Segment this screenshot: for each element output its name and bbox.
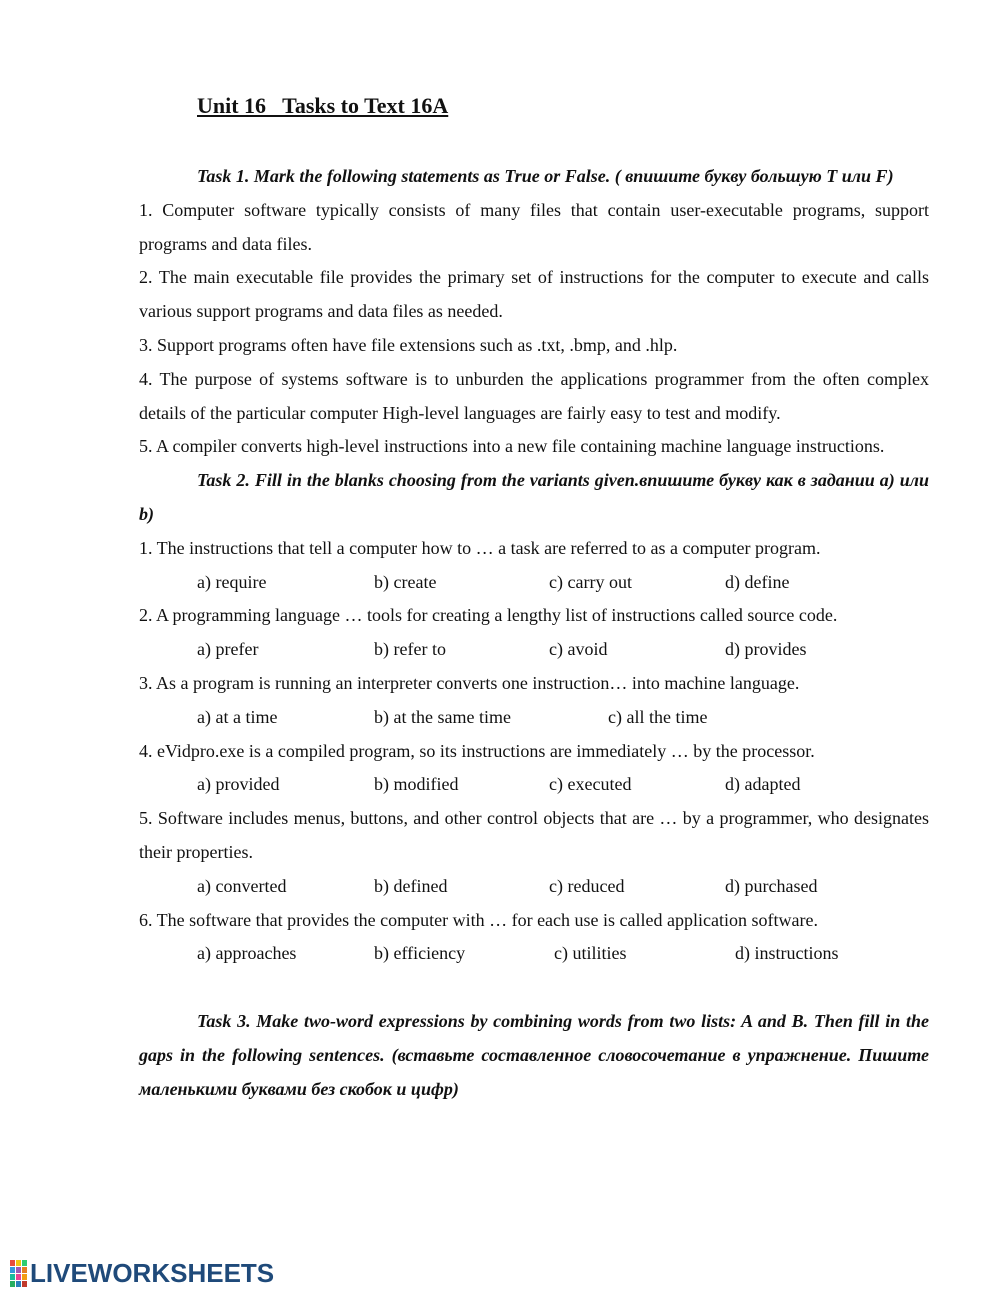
option-c: c) utilities <box>554 943 627 964</box>
liveworksheets-logo <box>10 1258 274 1288</box>
task1-statement: 2. The main executable file provides the primary set of instructions for the computer to execute and calls various support programs and data files as needed. <box>139 267 929 322</box>
task1-heading: Task 1. Mark the following statements as True or False. ( впишите букву большую Т или F) <box>197 166 894 186</box>
section-spacer <box>139 971 929 1005</box>
option-d: d) define <box>725 571 790 592</box>
task2-question: 3. As a program is running an interpreter converts one instruction… into machine language. <box>139 672 800 693</box>
option-a: a) require <box>197 571 267 592</box>
task2-options <box>139 701 929 735</box>
task2-heading: Task 2. Fill in the blanks choosing from the variants given.впишите букву как в задании а) или b) <box>139 470 929 524</box>
option-b: b) at the same time <box>374 706 511 727</box>
option-a: a) converted <box>197 875 287 896</box>
option-b: b) efficiency <box>374 943 466 964</box>
option-c: c) carry out <box>549 571 632 592</box>
task2-options <box>139 768 929 802</box>
logo-mark-cell <box>22 1274 27 1280</box>
task2-question: 2. A programming language … tools for creating a lengthy list of instructions called source code. <box>139 605 838 626</box>
option-b: b) defined <box>374 875 448 896</box>
option-c: c) all the time <box>608 706 708 727</box>
task2-question: 5. Software includes menus, buttons, and other control objects that are … by a programmer, who designates their properties. <box>139 808 929 862</box>
logo-mark-cell <box>22 1281 27 1287</box>
option-d: d) purchased <box>725 875 818 896</box>
task2-options <box>139 937 929 971</box>
logo-mark-cell <box>16 1281 21 1287</box>
option-a: a) approaches <box>197 943 297 964</box>
page-title: Unit 16 Tasks to Text 16A <box>197 93 449 118</box>
option-b: b) modified <box>374 774 459 795</box>
option-a: a) prefer <box>197 639 259 660</box>
logo-mark-cell <box>10 1260 15 1266</box>
option-b: b) create <box>374 571 437 592</box>
task2-options <box>139 870 929 904</box>
logo-mark-cell <box>10 1267 15 1273</box>
task1-statement: 5. A compiler converts high-level instructions into a new file containing machine language instructions. <box>139 436 885 457</box>
option-a: a) provided <box>197 774 280 795</box>
option-d: d) adapted <box>725 774 801 795</box>
logo-text: LIVEWORKSHEETS <box>30 1257 275 1288</box>
logo-mark-cell <box>10 1281 15 1287</box>
option-a: a) at a time <box>197 706 278 727</box>
option-d: d) provides <box>725 639 807 660</box>
task2-question: 1. The instructions that tell a computer how to … a task are referred to as a computer program. <box>139 537 821 558</box>
option-d: d) instructions <box>735 943 839 964</box>
logo-mark-cell <box>10 1274 15 1280</box>
option-c: c) reduced <box>549 875 625 896</box>
option-c: c) executed <box>549 774 632 795</box>
logo-mark-cell <box>22 1267 27 1273</box>
logo-mark-cell <box>16 1260 21 1266</box>
task2-options <box>139 633 929 667</box>
option-c: c) avoid <box>549 639 608 660</box>
worksheet-content <box>139 160 929 1106</box>
task3-heading: Task 3. Make two-word expressions by combining words from two lists: A and B. Then fill in the gaps in the following sentences. (вставьте составленное словосочетание в упражнение. Пишите маленькими буквами без скобок и цифр) <box>139 1010 929 1099</box>
task1-statement: 4. The purpose of systems software is to unburden the applications programmer from the often complex details of the particular computer High-level languages are fairly easy to test and modify. <box>139 368 929 423</box>
logo-mark-cell <box>16 1274 21 1280</box>
task2-options <box>139 566 929 600</box>
logo-mark-cell <box>22 1260 27 1266</box>
task1-statement: 1. Computer software typically consists of many files that contain user-executable programs, support programs and data files. <box>139 199 929 254</box>
logo-mark-cell <box>16 1267 21 1273</box>
option-b: b) refer to <box>374 639 446 660</box>
task2-question: 6. The software that provides the computer with … for each use is called application software. <box>139 909 818 930</box>
task1-statement: 3. Support programs often have file extensions such as .txt, .bmp, and .hlp. <box>139 334 678 355</box>
task2-question: 4. eVidpro.exe is a compiled program, so its instructions are immediately … by the processor. <box>139 740 815 761</box>
logo-mark-icon <box>10 1260 27 1287</box>
